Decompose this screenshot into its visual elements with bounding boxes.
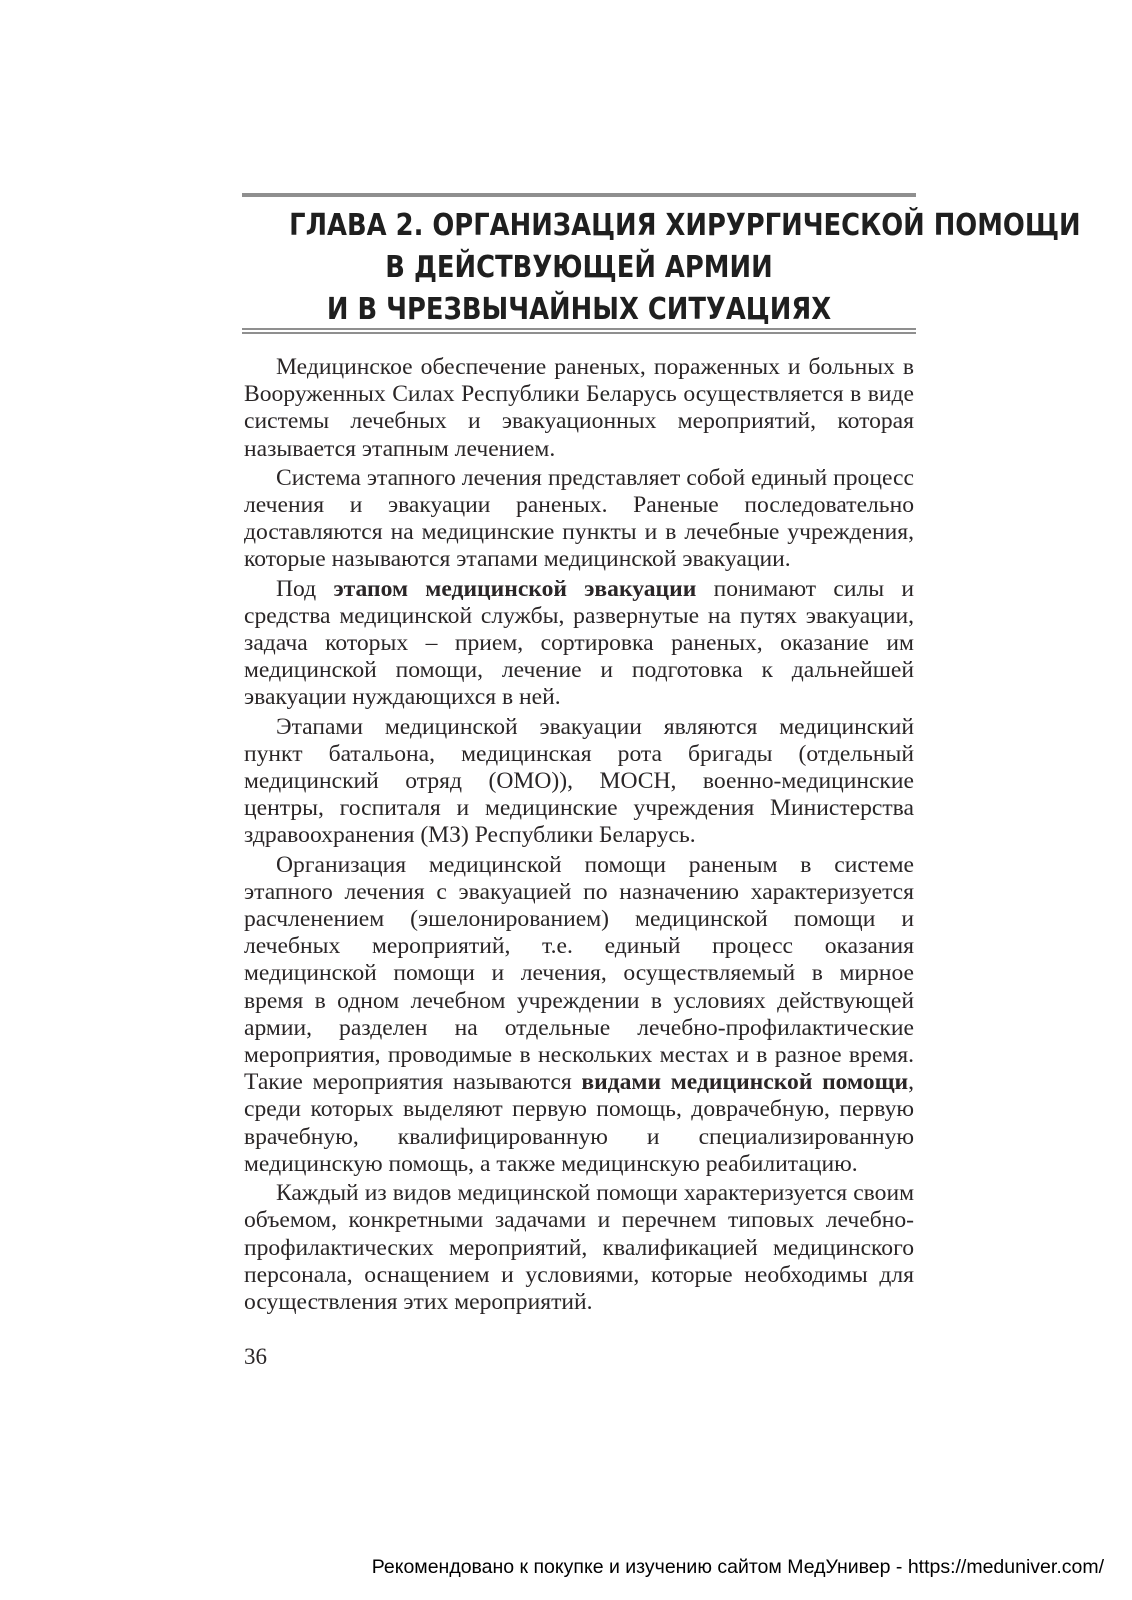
term-types-of-medical-care: видами медицинской помощи — [581, 1069, 909, 1096]
paragraph-5-text-start: Организация медицинской помощи раненым в системе этапного лечения с эвакуацией по назначению характеризуется расчленением (эшелонированием) медицинской помощи и лечебных мероприятий, т.е. единый процесс оказания медицинской помощи и лечения, осуществляемый в мирное время в одном лечебном учреждении в условиях действующей армии, разделен на отдельные лечебно-профилактические мероприятия, проводимые в нескольких местах и в разное время. Такие мероприятия называются — [244, 851, 914, 1096]
chapter-title — [289, 205, 1081, 331]
body-text — [244, 354, 914, 1316]
chapter-title-line-3: И В ЧРЕЗВЫЧАЙНЫХ СИТУАЦИЯХ — [326, 292, 832, 327]
paragraph-1: Медицинское обеспечение раненых, пораженных и больных в Вооруженных Силах Республики Беларусь осуществляется в виде системы лечебных и эвакуационных мероприятий, которая называется этапным лечением. — [244, 354, 914, 462]
page-number: 36 — [244, 1344, 267, 1369]
paragraph-4: Этапами медицинской эвакуации являются медицинский пункт батальона, медицинская рота бригады (отдельный медицинский отряд (ОМО)), МОСН, военно-медицинские центры, госпиталя и медицинские учреждения Министерства здравоохранения (МЗ) Республики Беларусь. — [244, 713, 914, 849]
term-stage-of-evacuation: этапом медицинской эвакуации — [333, 575, 697, 602]
paragraph-5 — [244, 852, 914, 1178]
paragraph-3-text-end: понимают силы и средства медицинской службы, развернутые на путях эвакуации, задача которых – прием, сортировка раненых, оказание им медицинской помощи, лечение и подготовка к дальнейшей эвакуации нуждающихся в ней. — [244, 575, 914, 711]
chapter-title-line-1: ГЛАВА 2. ОРГАНИЗАЦИЯ ХИРУРГИЧЕСКОЙ ПОМОЩИ — [289, 208, 1081, 243]
paragraph-2: Система этапного лечения представляет собой единый процесс лечения и эвакуации раненых. Раненые последовательно доставляются на медицинские пункты и в лечебные учреждения, которые называются этапами медицинской эвакуации. — [244, 464, 914, 573]
footer-recommendation: Рекомендовано к покупке и изучению сайтом МедУнивер - https://meduniver.com/ — [371, 1556, 1104, 1578]
title-top-rule — [242, 193, 916, 197]
paragraph-6: Каждый из видов медицинской помощи характеризуется своим объемом, конкретными задачами и перечнем типовых лечебно-профилактических мероприятий, квалификацией медицинского персонала, оснащением и условиями, которые необходимы для осуществления этих мероприятий. — [244, 1180, 914, 1315]
paragraph-3-text-start: Под — [276, 575, 334, 602]
title-bottom-rule — [242, 328, 916, 334]
paragraph-3 — [244, 576, 914, 712]
paragraph-5-text-end: , среди которых выделяют первую помощь, доврачебную, первую врачебную, квалифицированную и специализированную медицинскую помощь, а также медицинскую реабилитацию. — [244, 1069, 914, 1177]
chapter-title-line-2: В ДЕЙСТВУЮЩЕЙ АРМИИ — [385, 250, 773, 285]
